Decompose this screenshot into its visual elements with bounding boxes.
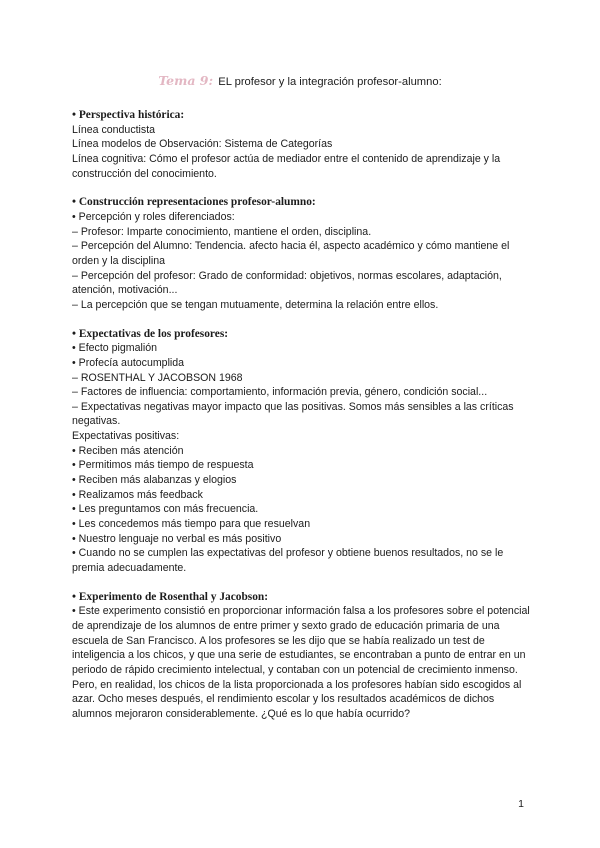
document-body: [72, 108, 532, 736]
section-heading: • Construcción representaciones profesor-alumno:: [72, 196, 316, 209]
text-line: • Efecto pigmalión: [72, 342, 157, 355]
text-line: – Percepción del Alumno: Tendencia. afecto hacia él, aspecto académico y cómo mantiene el orden y la disciplina: [72, 240, 510, 267]
section-perspectiva-historica: [72, 108, 532, 181]
text-line: • Les preguntamos con más frecuencia.: [72, 503, 259, 516]
text-line: – Expectativas negativas mayor impacto que las positivas. Somos más sensibles a las críticas negativas.: [72, 400, 514, 428]
section-experimento-rosenthal: [72, 590, 532, 722]
text-line: • Les concedemos más tiempo para que resuelvan: [72, 518, 311, 531]
page-title: [0, 74, 600, 89]
section-expectativas-profesores: [72, 327, 532, 576]
section-heading: • Perspectiva histórica:: [72, 109, 185, 121]
text-line: Línea modelos de Observación: Sistema de Categorías: [72, 138, 333, 151]
text-line: • Reciben más atención: [72, 444, 184, 457]
section-construccion-representaciones: [72, 195, 532, 312]
text-line: – Percepción del profesor: Grado de conformidad: objetivos, normas escolares, adaptación, atención, motivación...: [72, 269, 502, 297]
section-heading: • Experimento de Rosenthal y Jacobson:: [72, 590, 269, 603]
text-line: – Profesor: Imparte conocimiento, mantiene el orden, disciplina.: [72, 225, 372, 238]
text-line: • Profecía autocumplida: [72, 356, 185, 369]
text-line: – Factores de influencia: comportamiento, información previa, género, condición social...: [72, 386, 488, 399]
text-line: – La percepción que se tengan mutuamente, determina la relación entre ellos.: [72, 298, 439, 311]
section-heading: • Expectativas de los profesores:: [72, 327, 229, 340]
text-line: Expectativas positivas:: [72, 430, 180, 443]
text-line: • Cuando no se cumplen las expectativas del profesor y obtiene buenos resultados, no se le premia adecuadamente.: [72, 547, 504, 575]
title-text: EL profesor y la integración profesor-alumno:: [218, 76, 442, 88]
text-line: – ROSENTHAL Y JACOBSON 1968: [72, 371, 243, 384]
page-number: 1: [518, 798, 524, 810]
text-line: • Reciben más alabanzas y elogios: [72, 474, 237, 487]
text-line: • Percepción y roles diferenciados:: [72, 210, 235, 223]
text-line: • Nuestro lenguaje no verbal es más positivo: [72, 532, 282, 545]
tema-label: Tema 9:: [158, 73, 214, 88]
text-line: Línea cognitiva: Cómo el profesor actúa de mediador entre el contenido de aprendizaje y la construcción del conocimiento.: [72, 152, 501, 180]
text-line: Línea conductista: [72, 123, 156, 136]
text-paragraph: • Este experimento consistió en proporcionar información falsa a los profesores sobre el potencial de aprendizaje de los alumnos de entre primer y sexto grado de educación primaria de una escuela de San Francisco. A los profesores se les dijo que se había realizado un test de inteligencia a los chicos, y que una serie de estudiantes, se encontraban a punto de entrar en un periodo de rápido crecimiento intelectual, y contaban con un potencial de crecimiento inmenso. Pero, en realidad, los chicos de la lista proporcionada a los profesores habían sido escogidos al azar. Ocho meses después, el rendimiento escolar y los resultados académicos de dichos alumnos mejoraron considerablemente. ¿Qué es lo que había ocurrido?: [72, 605, 530, 720]
text-line: • Permitimos más tiempo de respuesta: [72, 459, 254, 472]
text-line: • Realizamos más feedback: [72, 488, 203, 501]
